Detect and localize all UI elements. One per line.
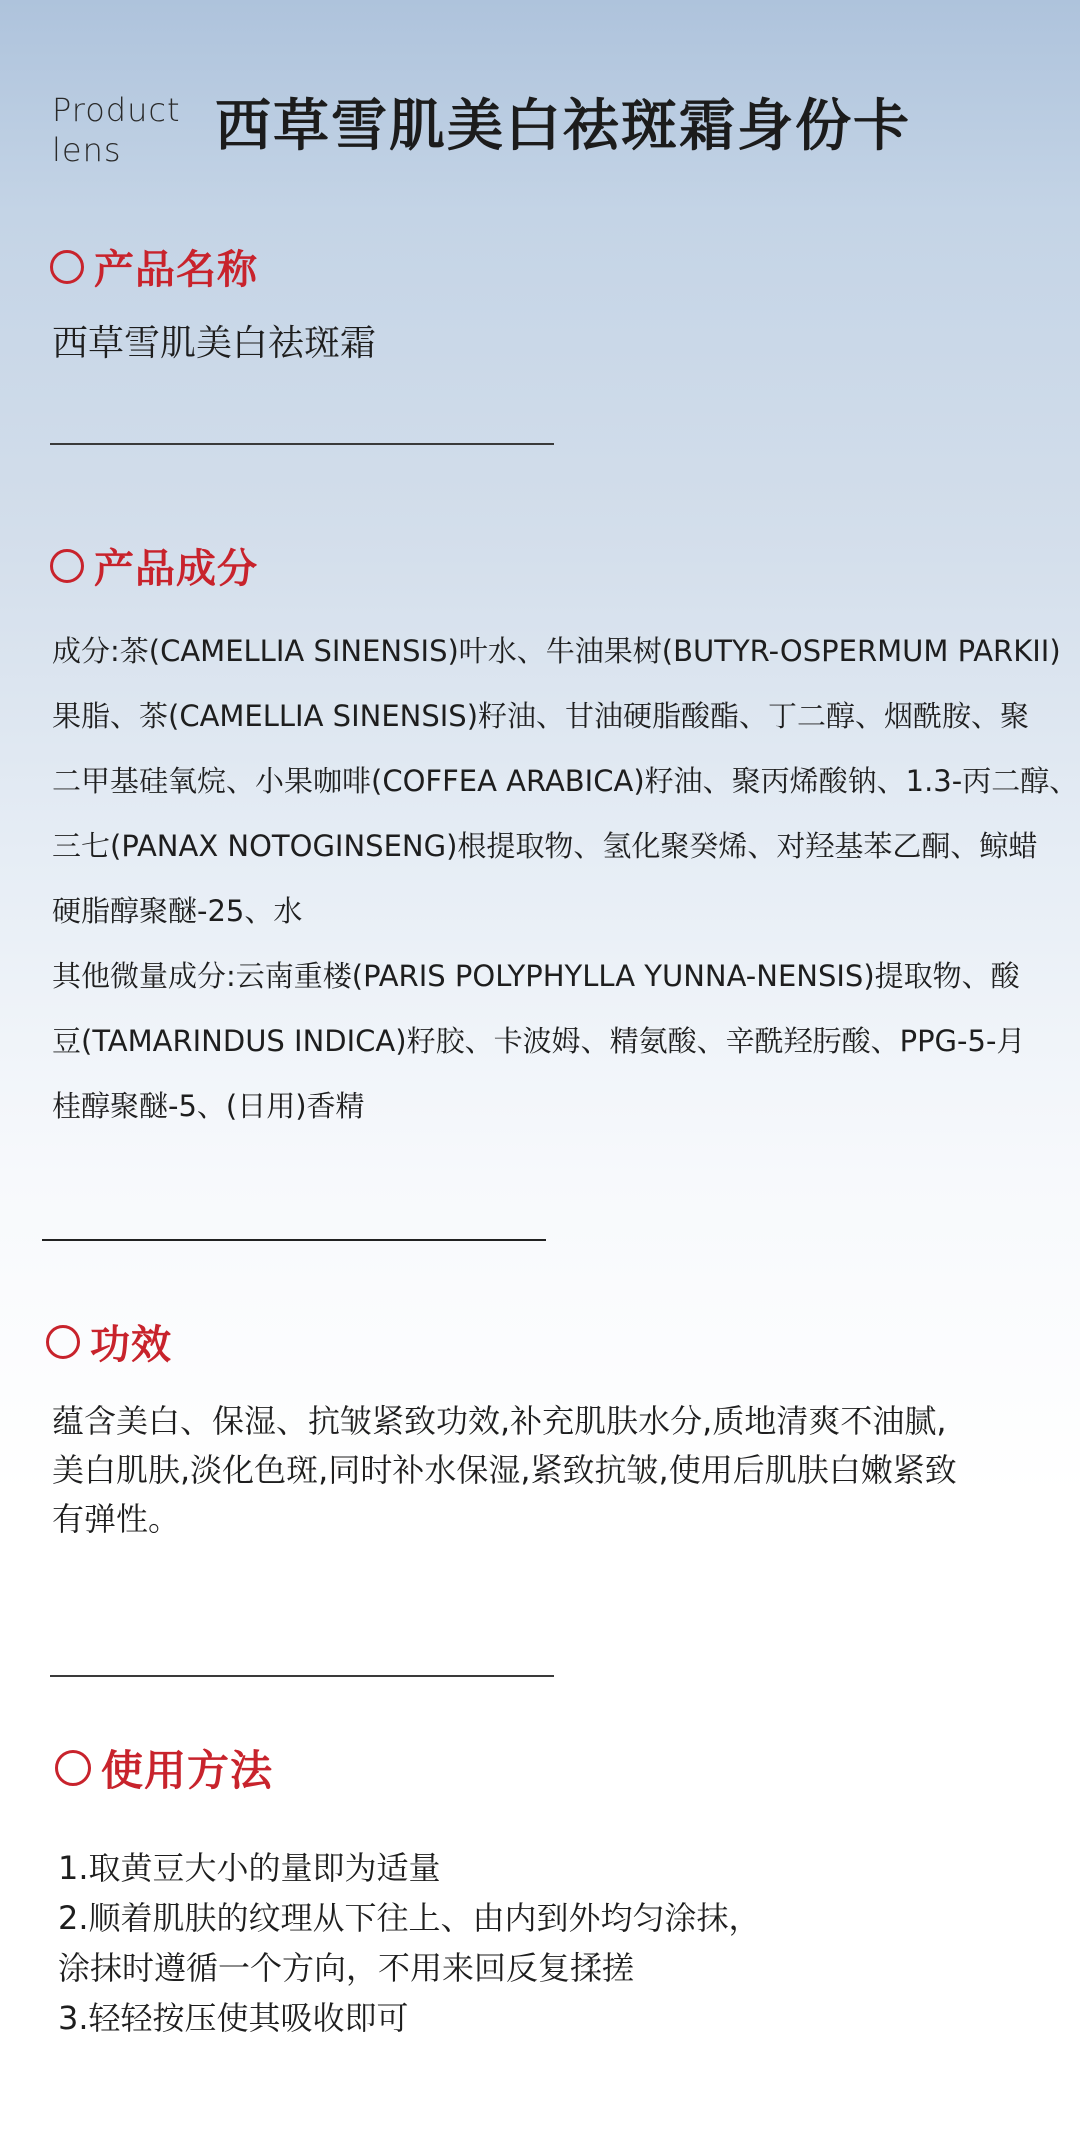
brand-line-1: Product [52,91,181,129]
ingredients-line: 其他微量成分:云南重楼(PARIS POLYPHYLLA YUNNA-NENSIS)提取物、酸 [52,959,1020,993]
usage-line: 涂抹时遵循一个方向，不用来回反复揉搓 [58,1949,635,1987]
effect-line: 美白肌肤,淡化色斑,同时补水保湿,紧致抗皱,使用后肌肤白嫩紧致 [52,1451,957,1489]
ingredients-line: 二甲基硅氧烷、小果咖啡(COFFEA ARABICA)籽油、聚丙烯酸钠、1.3-丙二醇、 [52,764,1079,798]
section-heading-name [50,238,258,295]
section-heading-ingredients [50,537,258,594]
ingredients-line: 成分:茶(CAMELLIA SINENSIS)叶水、牛油果树(BUTYR-OSPERMUM PARKII) [52,634,1061,668]
usage-text [58,1843,761,2043]
ingredients-line: 三七(PANAX NOTOGINSENG)根提取物、氢化聚癸烯、对羟基苯乙酮、鲸蜡 [52,829,1038,863]
section-heading-usage [55,1738,273,1798]
circle-icon [55,1750,91,1786]
effect-text [52,1397,957,1544]
circle-icon [50,549,84,583]
circle-icon [50,250,84,284]
effect-line: 蕴含美白、保湿、抗皱紧致功效,补充肌肤水分,质地清爽不油腻, [52,1402,947,1440]
ingredients-text [52,619,1078,1139]
divider [50,443,554,445]
usage-line: 2.顺着肌肤的纹理从下往上、由内到外均匀涂抹， [58,1899,761,1937]
divider [50,1675,554,1677]
effect-line: 有弹性。 [52,1500,181,1538]
ingredients-line: 硬脂醇聚醚-25、水 [52,894,303,928]
ingredients-line: 桂醇聚醚-5、(日用)香精 [52,1089,365,1123]
brand-line-2: lens [52,131,122,169]
brand-mark [52,90,181,170]
divider [42,1239,546,1241]
section-heading-label: 产品名称 [94,247,258,293]
page-title: 西草雪肌美白祛斑霜身份卡 [215,94,911,159]
ingredients-line: 豆(TAMARINDUS INDICA)籽胶、卡波姆、精氨酸、辛酰羟肟酸、PPG-5-月 [52,1024,1026,1058]
section-heading-label: 产品成分 [94,546,258,592]
section-heading-label: 功效 [90,1322,172,1368]
ingredients-line: 果脂、茶(CAMELLIA SINENSIS)籽油、甘油硬脂酸酯、丁二醇、烟酰胺、聚 [52,699,1030,733]
section-heading-label: 使用方法 [101,1746,274,1795]
product-name-text: 西草雪肌美白祛斑霜 [52,323,377,364]
usage-line: 3.轻轻按压使其吸收即可 [58,1999,409,2037]
usage-line: 1.取黄豆大小的量即为适量 [58,1849,441,1887]
section-heading-effect [46,1313,172,1370]
circle-icon [46,1325,80,1359]
